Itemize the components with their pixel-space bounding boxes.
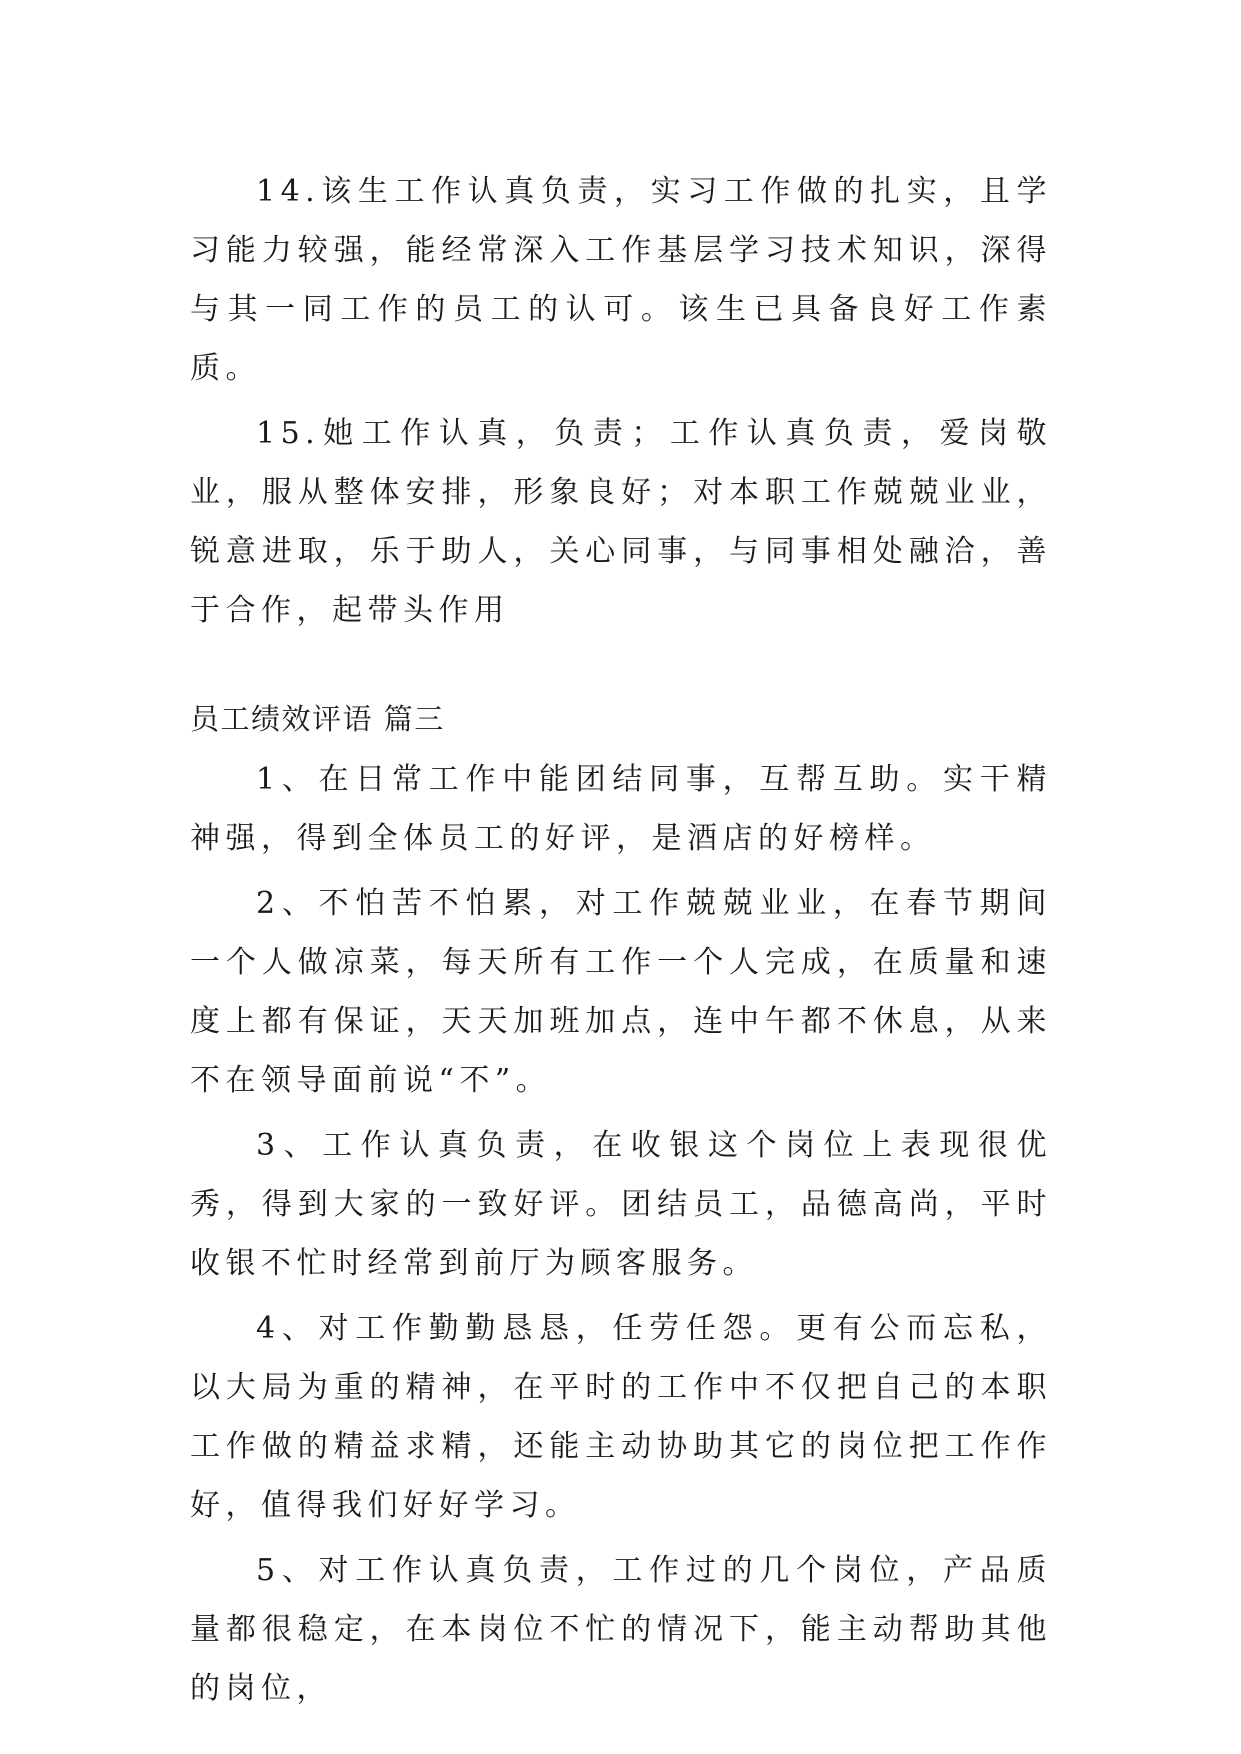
section-spacer [190,646,1052,690]
paragraph-item-5: 5、对工作认真负责，工作过的几个岗位，产品质量都很稳定，在本岗位不忙的情况下，能主动帮助其他的岗位， [190,1553,1052,1706]
paragraph-item-1: 1、在日常工作中能团结同事，互帮互助。实干精神强，得到全体员工的好评，是酒店的好榜样。 [190,762,1052,856]
paragraph-item-4: 4、对工作勤勤恳恳，任劳任怨。更有公而忘私，以大局为重的精神，在平时的工作中不仅把自己的本职工作做的精益求精，还能主动协助其它的岗位把工作作好，值得我们好好学习。 [190,1311,1052,1523]
paragraph-item-15: 15.她工作认真，负责；工作认真负责，爱岗敬业，服从整体安排，形象良好；对本职工作兢兢业业，锐意进取，乐于助人，关心同事，与同事相处融洽，善于合作，起带头作用 [190,416,1052,628]
paragraph-item-2: 2、不怕苦不怕累，对工作兢兢业业，在春节期间一个人做凉菜，每天所有工作一个人完成，在质量和速度上都有保证，天天加班加点，连中午都不休息，从来不在领导面前说“不”。 [190,886,1052,1098]
paragraph-item-14: 14.该生工作认真负责，实习工作做的扎实，且学习能力较强，能经常深入工作基层学习技术知识，深得与其一同工作的员工的认可。该生已具备良好工作素质。 [190,174,1052,386]
paragraph-item-3: 3、工作认真负责，在收银这个岗位上表现很优秀，得到大家的一致好评。团结员工，品德高尚，平时收银不忙时经常到前厅为顾客服务。 [190,1128,1052,1281]
section-heading: 员工绩效评语 篇三 [190,702,445,736]
document-body [190,162,1052,1724]
